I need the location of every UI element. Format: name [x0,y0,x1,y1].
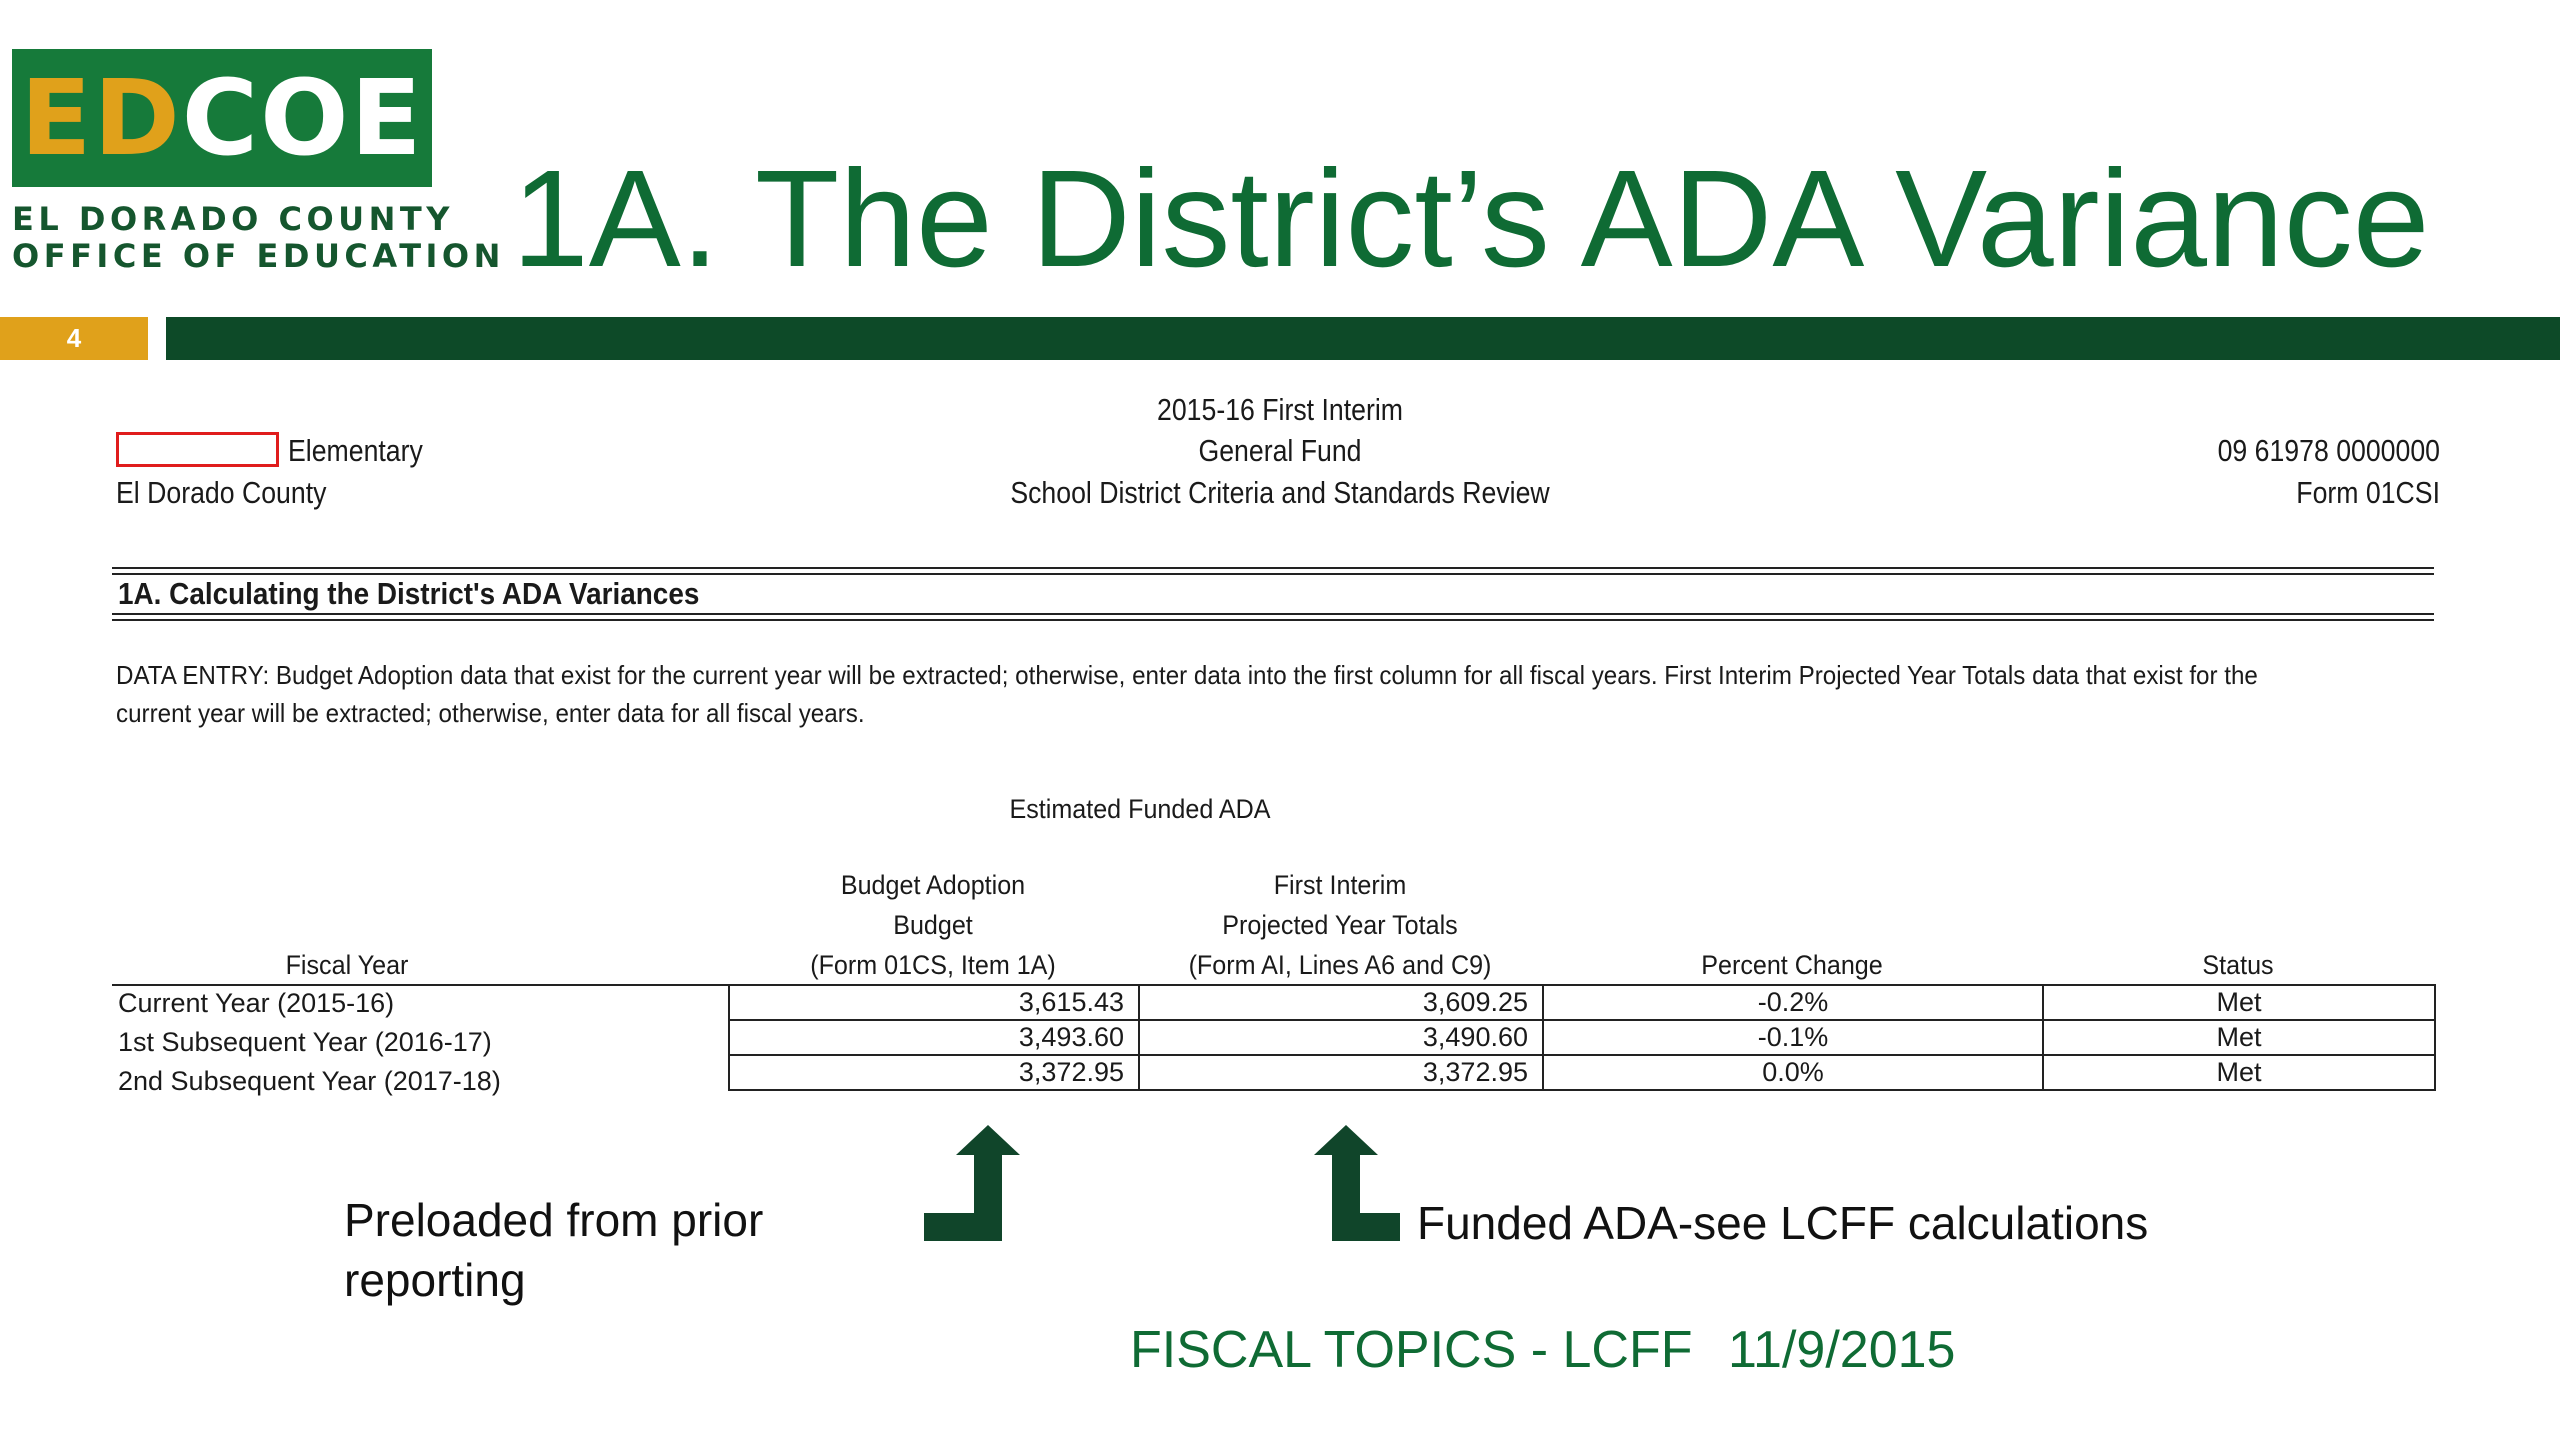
status-cell: Met [2043,1020,2435,1055]
col-header-status: Status [2202,950,2274,980]
section-rule-bottom-1 [112,613,2434,615]
ada-variance-table [728,984,2436,1091]
budget-cell[interactable]: 3,615.43 [729,985,1139,1020]
interim-cell[interactable]: 3,490.60 [1139,1020,1543,1055]
edcoe-logo [12,49,432,187]
logo-part-coe: COE [181,57,424,179]
interim-cell[interactable]: 3,609.25 [1139,985,1543,1020]
report-title-line1: 2015-16 First Interim [1157,392,1403,427]
status-cell: Met [2043,1055,2435,1090]
section-rule-top-2 [112,573,2434,575]
percent-cell: -0.2% [1543,985,2043,1020]
slide-title: 1A. The District’s ADA Variance [512,142,2430,296]
col-header-interim-line3: (Form AI, Lines A6 and C9) [1188,950,1492,980]
budget-cell[interactable]: 3,493.60 [729,1020,1139,1055]
org-name-line2: OFFICE OF EDUCATION [12,237,505,275]
page-number: 4 [0,317,148,360]
table-row [729,1055,2435,1090]
district-code: 09 61978 0000000 [2217,433,2440,468]
arrow-up-left-icon [920,1125,1030,1245]
annotation-preloaded-line1: Preloaded from prior [344,1194,764,1246]
logo-part-ed: ED [20,57,182,179]
district-label: Elementary [288,433,423,468]
col-header-percent: Percent Change [1701,950,1883,980]
org-name-line1: EL DORADO COUNTY [12,200,454,238]
col-header-budget-line1: Budget Adoption [840,870,1026,900]
form-id: Form 01CSI [2296,475,2440,510]
percent-cell: -0.1% [1543,1020,2043,1055]
report-title-line2: General Fund [1198,433,1362,468]
annotation-preloaded-line2: reporting [344,1254,526,1306]
col-header-fiscal-year: Fiscal Year [285,950,409,980]
table-top-rule [112,984,728,986]
col-header-interim-line1: First Interim [1273,870,1407,900]
table-row [729,985,2435,1020]
data-entry-instructions: DATA ENTRY: Budget Adoption data that exist for the current year will be extracted; otherwise, enter data into the first column for all fiscal years. First Interim Projected Year Totals data that exist for the current year will be extracted; otherwise, enter data for all fiscal years. [116,660,2258,728]
row-label-current-year: Current Year (2015-16) [118,988,395,1018]
budget-cell[interactable]: 3,372.95 [729,1055,1139,1090]
county-label: El Dorado County [116,475,327,510]
row-label-second-subsequent: 2nd Subsequent Year (2017-18) [118,1066,501,1096]
percent-cell: 0.0% [1543,1055,2043,1090]
report-title-line3: School District Criteria and Standards Review [1010,475,1550,510]
interim-cell[interactable]: 3,372.95 [1139,1055,1543,1090]
col-header-budget-line3: (Form 01CS, Item 1A) [810,950,1056,980]
redacted-district-name [116,432,279,467]
status-cell: Met [2043,985,2435,1020]
title-divider-bar [166,317,2560,360]
group-header: Estimated Funded ADA [1009,794,1271,824]
arrow-up-right-icon [1308,1125,1418,1245]
footer-date: 11/9/2015 [1728,1321,1956,1379]
section-rule-top-1 [112,567,2434,569]
annotation-funded-ada: Funded ADA-see LCFF calculations [1417,1197,2149,1249]
section-heading: 1A. Calculating the District's ADA Variances [118,576,700,611]
row-label-first-subsequent: 1st Subsequent Year (2016-17) [118,1027,492,1057]
col-header-budget-line2: Budget [893,910,973,940]
footer-label: FISCAL TOPICS - LCFF [1130,1321,1693,1379]
section-rule-bottom-2 [112,619,2434,621]
col-header-interim-line2: Projected Year Totals [1222,910,1458,940]
table-row [729,1020,2435,1055]
